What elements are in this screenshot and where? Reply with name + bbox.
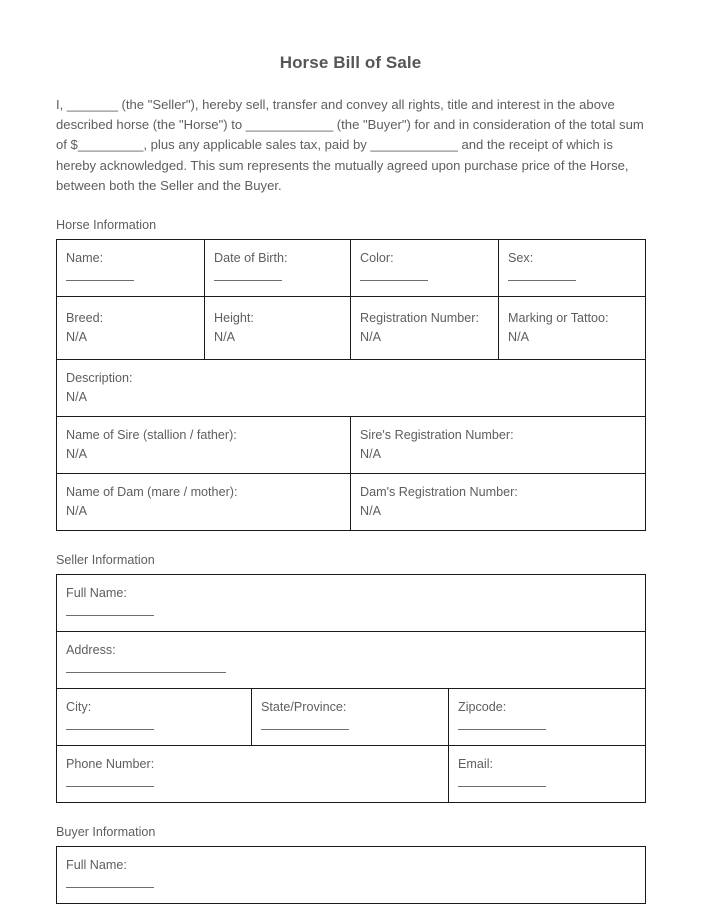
cell-seller-email[interactable]: [449, 746, 646, 803]
label-buyer-full-name: Full Name:: [66, 858, 127, 873]
cell-seller-full-name[interactable]: [57, 575, 646, 632]
label-dam-registration-number: Dam's Registration Number:: [360, 485, 518, 500]
table-row: [57, 240, 646, 297]
blank-line-seller-email[interactable]: [458, 775, 546, 787]
value-marking-or-tattoo: N/A: [508, 330, 529, 345]
cell-horse-sex[interactable]: [499, 240, 646, 297]
label-height: Height:: [214, 311, 254, 326]
label-sex: Sex:: [508, 251, 534, 266]
cell-horse-marking-or-tattoo[interactable]: [499, 297, 646, 360]
label-description: Description:: [66, 371, 133, 386]
value-height: N/A: [214, 330, 235, 345]
cell-buyer-full-name[interactable]: [57, 847, 646, 904]
blank-line-seller-full-name[interactable]: [66, 604, 154, 616]
section-heading-horse: Horse Information: [56, 218, 157, 233]
cell-horse-name[interactable]: [57, 240, 205, 297]
table-row: [57, 689, 646, 746]
page-title: Horse Bill of Sale: [279, 53, 422, 72]
section-heading-seller: Seller Information: [56, 553, 155, 568]
cell-horse-dam-registration-number[interactable]: [351, 474, 646, 531]
label-seller-address: Address:: [66, 643, 116, 658]
blank-line-seller-state-province[interactable]: [261, 718, 349, 730]
intro-paragraph: I, _______ (the "Seller"), hereby sell, transfer and convey all rights, title and interest in the above described horse (the "Horse") to ____________ (the "Buyer") for and in consideration of the total sum of $_________, plus any applicable sales tax, paid by ____________ and the receipt of which is hereby acknowledged. This sum represents the mutually agreed upon purchase price of the Horse, between both the Seller and the Buyer.: [56, 97, 644, 193]
table-row: [57, 575, 646, 632]
cell-horse-height[interactable]: [205, 297, 351, 360]
blank-line-sex[interactable]: [508, 269, 576, 281]
blank-line-seller-address[interactable]: [66, 661, 226, 673]
label-color: Color:: [360, 251, 394, 266]
blank-line-seller-city[interactable]: [66, 718, 154, 730]
label-date-of-birth: Date of Birth:: [214, 251, 288, 266]
value-dam-registration-number: N/A: [360, 504, 381, 519]
value-breed: N/A: [66, 330, 87, 345]
label-name-of-sire: Name of Sire (stallion / father):: [66, 428, 237, 443]
label-seller-state-province: State/Province:: [261, 700, 347, 715]
section-heading-buyer: Buyer Information: [56, 825, 156, 840]
table-row: [57, 632, 646, 689]
table-row: [57, 746, 646, 803]
value-sire-registration-number: N/A: [360, 447, 381, 462]
blank-line-buyer-full-name[interactable]: [66, 876, 154, 888]
label-name-of-dam: Name of Dam (mare / mother):: [66, 485, 238, 500]
table-row: [57, 360, 646, 417]
value-name-of-sire: N/A: [66, 447, 87, 462]
cell-seller-address[interactable]: [57, 632, 646, 689]
blank-line-seller-phone-number[interactable]: [66, 775, 154, 787]
value-registration-number: N/A: [360, 330, 381, 345]
label-name: Name:: [66, 251, 104, 266]
label-seller-phone-number: Phone Number:: [66, 757, 155, 772]
cell-horse-name-of-dam[interactable]: [57, 474, 351, 531]
value-description: N/A: [66, 390, 87, 405]
cell-seller-phone-number[interactable]: [57, 746, 449, 803]
horse-information-table: [56, 239, 646, 531]
table-row: [57, 417, 646, 474]
blank-line-seller-zipcode[interactable]: [458, 718, 546, 730]
cell-seller-city[interactable]: [57, 689, 252, 746]
buyer-information-table: [56, 846, 646, 904]
blank-line-date-of-birth[interactable]: [214, 269, 282, 281]
cell-horse-date-of-birth[interactable]: [205, 240, 351, 297]
cell-horse-sire-registration-number[interactable]: [351, 417, 646, 474]
cell-horse-name-of-sire[interactable]: [57, 417, 351, 474]
blank-line-name[interactable]: [66, 269, 134, 281]
seller-information-table: [56, 574, 646, 803]
label-seller-email: Email:: [458, 757, 493, 772]
value-name-of-dam: N/A: [66, 504, 87, 519]
cell-horse-breed[interactable]: [57, 297, 205, 360]
label-seller-zipcode: Zipcode:: [458, 700, 507, 715]
label-sire-registration-number: Sire's Registration Number:: [360, 428, 514, 443]
table-row: [57, 847, 646, 904]
label-marking-or-tattoo: Marking or Tattoo:: [508, 311, 609, 326]
cell-horse-color[interactable]: [351, 240, 499, 297]
table-row: [57, 474, 646, 531]
label-breed: Breed:: [66, 311, 104, 326]
label-seller-full-name: Full Name:: [66, 586, 127, 601]
cell-seller-state-province[interactable]: [252, 689, 449, 746]
cell-seller-zipcode[interactable]: [449, 689, 646, 746]
label-seller-city: City:: [66, 700, 92, 715]
cell-horse-description[interactable]: [57, 360, 646, 417]
table-row: [57, 297, 646, 360]
label-registration-number: Registration Number:: [360, 311, 479, 326]
blank-line-color[interactable]: [360, 269, 428, 281]
cell-horse-registration-number[interactable]: [351, 297, 499, 360]
